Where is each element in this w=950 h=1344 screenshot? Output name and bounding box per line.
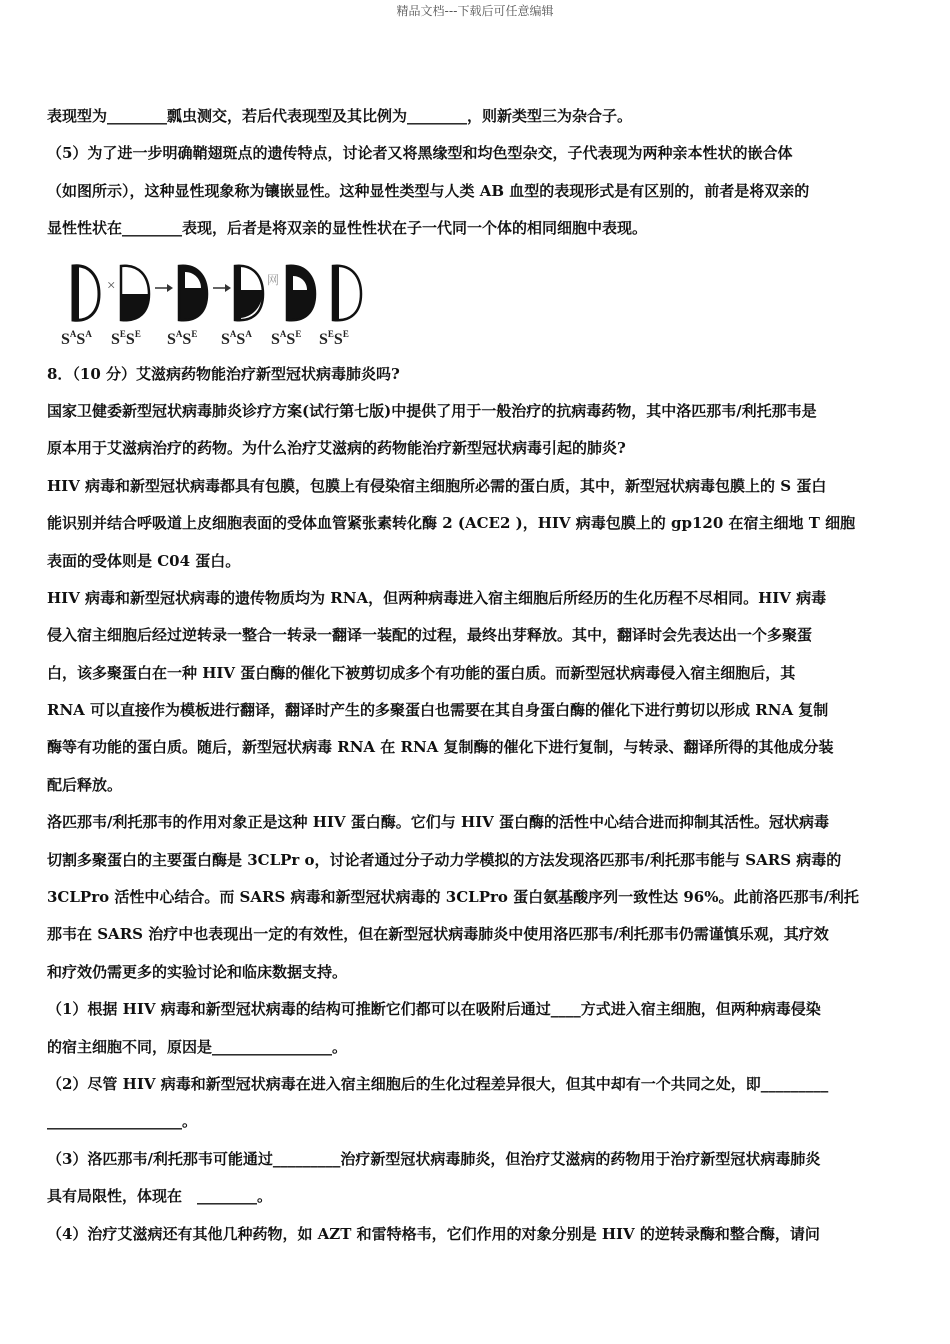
elytra-shape-6: [333, 265, 361, 319]
question-2: （2）尽管 HIV 病毒和新型冠状病毒在进入宿主细胞后的生化过程差异很大，但其中却有一个共同之处，即_________: [47, 1074, 829, 1093]
svg-text:SASA: $S^AS^A$: [221, 328, 252, 348]
genotype-label-1: [61, 329, 92, 348]
svg-text:SESE: $S^ES^E$: [319, 328, 349, 348]
arrow-icon: [155, 284, 173, 292]
genotype-label-5: [271, 329, 301, 348]
text-line: 切割多聚蛋白的主要蛋白酶是 3CLPr o，讨论者通过分子动力学模拟的方法发现洛匹那韦/利托那韦能与 SARS 病毒的: [47, 850, 842, 869]
arrow-icon: [213, 284, 231, 292]
question-8-title: 8．（10 分）艾滋病药物能治疗新型冠状病毒肺炎吗?: [47, 364, 400, 383]
text-line: RNA 可以直接作为模板进行翻译，翻译时产生的多聚蛋白也需要在其自身蛋白酶的催化下进行剪切以形成 RNA 复制: [47, 701, 829, 720]
watermark-text: 网: [267, 272, 280, 287]
genotype-label-6: [319, 329, 349, 348]
svg-text:SASE: $S^AS^E$: [167, 328, 198, 348]
elytra-shape-3: [179, 265, 207, 319]
text-line: HIV 病毒和新型冠状病毒的遗传物质均为 RNA，但两种病毒进入宿主细胞后所经历的生化历程不尽相同。HIV 病毒: [47, 588, 827, 607]
text-line: 国家卫健委新型冠状病毒肺炎诊疗方案(试行第七版)中提供了用于一般治疗的抗病毒药物，其中洛匹那韦/利托那韦是: [47, 401, 817, 420]
genotype-label-4: [221, 329, 252, 348]
genotype-label-3: [167, 329, 197, 348]
question-3: （3）洛匹那韦/利托那韦可能通过_________治疗新型冠状病毒肺炎，但治疗艾滋病的药物用于治疗新型冠状病毒肺炎: [47, 1149, 821, 1168]
text-line: HIV 病毒和新型冠状病毒都具有包膜，包膜上有侵染宿主细胞所必需的蛋白质，其中，新型冠状病毒包膜上的 S 蛋白: [47, 476, 827, 495]
text-line: 原本用于艾滋病治疗的药物。为什么治疗艾滋病的药物能治疗新型冠状病毒引起的肺炎?: [47, 439, 626, 458]
elytra-shape-5: [287, 265, 315, 319]
text-line: 酶等有功能的蛋白质。随后，新型冠状病毒 RNA 在 RNA 复制酶的催化下进行复制，与转录、翻译所得的其他成分装: [47, 738, 834, 757]
text-line: 具有局限性，体现在 ________。: [47, 1187, 273, 1206]
text-line: 侵入宿主细胞后经过逆转录一整合一转录一翻译一装配的过程，最终出芽释放。其中，翻译时会先表达出一个多聚蛋: [47, 626, 813, 645]
text-line: 那韦在 SARS 治疗中也表现出一定的有效性，但在新型冠状病毒肺炎中使用洛匹那韦/利托那韦仍需谨慎乐观，其疗效: [47, 925, 829, 944]
text-line: 能识别并结合呼吸道上皮细胞表面的受体血管紧张素转化酶 2 (ACE2 )，HIV 病毒包膜上的 gp120 在宿主细地 T 细胞: [47, 514, 856, 533]
question-4: （4）治疗艾滋病还有其他几种药物，如 AZT 和雷特格韦，它们作用的对象分别是 HIV 的逆转录酶和整合酶，请问: [47, 1224, 820, 1243]
text-line: 表现型为________瓢虫测交，若后代表现型及其比例为________，则新类型三为杂合子。: [47, 107, 633, 125]
text-line: （5）为了进一步明确鞘翅斑点的遗传特点，讨论者又将黑缘型和均色型杂交，子代表现为两种亲本性状的嵌合体: [47, 144, 793, 163]
text-line: 3CLPro 活性中心结合。而 SARS 病毒和新型冠状病毒的 3CLPro 蛋白氨基酸序列一致性达 96%。此前洛匹那韦/利托: [47, 888, 859, 907]
text-line: 显性性状在________表现，后者是将双亲的显性性状在子一代同一个体的相同细胞中表现。: [47, 219, 648, 238]
text-line: 的宿主细胞不同，原因是________________。: [47, 1037, 348, 1056]
text-line: 白，该多聚蛋白在一种 HIV 蛋白酶的催化下被剪切成多个有功能的蛋白质。而新型冠状病毒侵入宿主细胞后，其: [47, 663, 796, 682]
genotype-label-2: [111, 329, 141, 348]
text-line: （如图所示），这种显性现象称为镶嵌显性。这种显性类型与人类 AB 血型的表现形式是有区别的，前者是将双亲的: [47, 181, 810, 200]
text-line: 配后释放。: [47, 775, 123, 794]
svg-text:SASA: $S^AS^A$: [61, 328, 92, 348]
text-line: 和疗效仍需更多的实验讨论和临床数据支持。: [47, 962, 348, 981]
elytra-shape-4: [235, 265, 263, 319]
svg-text:SASE: $S^AS^E$: [271, 328, 302, 348]
elytra-shape-2: [121, 265, 149, 319]
ladybug-elytra-figure: [47, 254, 367, 354]
document-body: [47, 98, 907, 1253]
text-line: __________________。: [47, 1112, 198, 1131]
svg-text:SESE: $S^ES^E$: [111, 328, 141, 348]
cross-symbol: ×: [107, 277, 116, 294]
text-line: 表面的受体则是 C04 蛋白。: [47, 551, 241, 570]
question-1: （1）根据 HIV 病毒和新型冠状病毒的结构可推断它们都可以在吸附后通过____方式进入宿主细胞，但两种病毒侵染: [47, 1000, 821, 1019]
elytra-shape-1: [73, 265, 99, 319]
page-header: 精品文档---下载后可任意编辑: [396, 4, 554, 18]
text-line: 洛匹那韦/利托那韦的作用对象正是这种 HIV 蛋白酶。它们与 HIV 蛋白酶的活性中心结合进而抑制其活性。冠状病毒: [47, 813, 830, 832]
elytra-diagram: [55, 254, 365, 350]
